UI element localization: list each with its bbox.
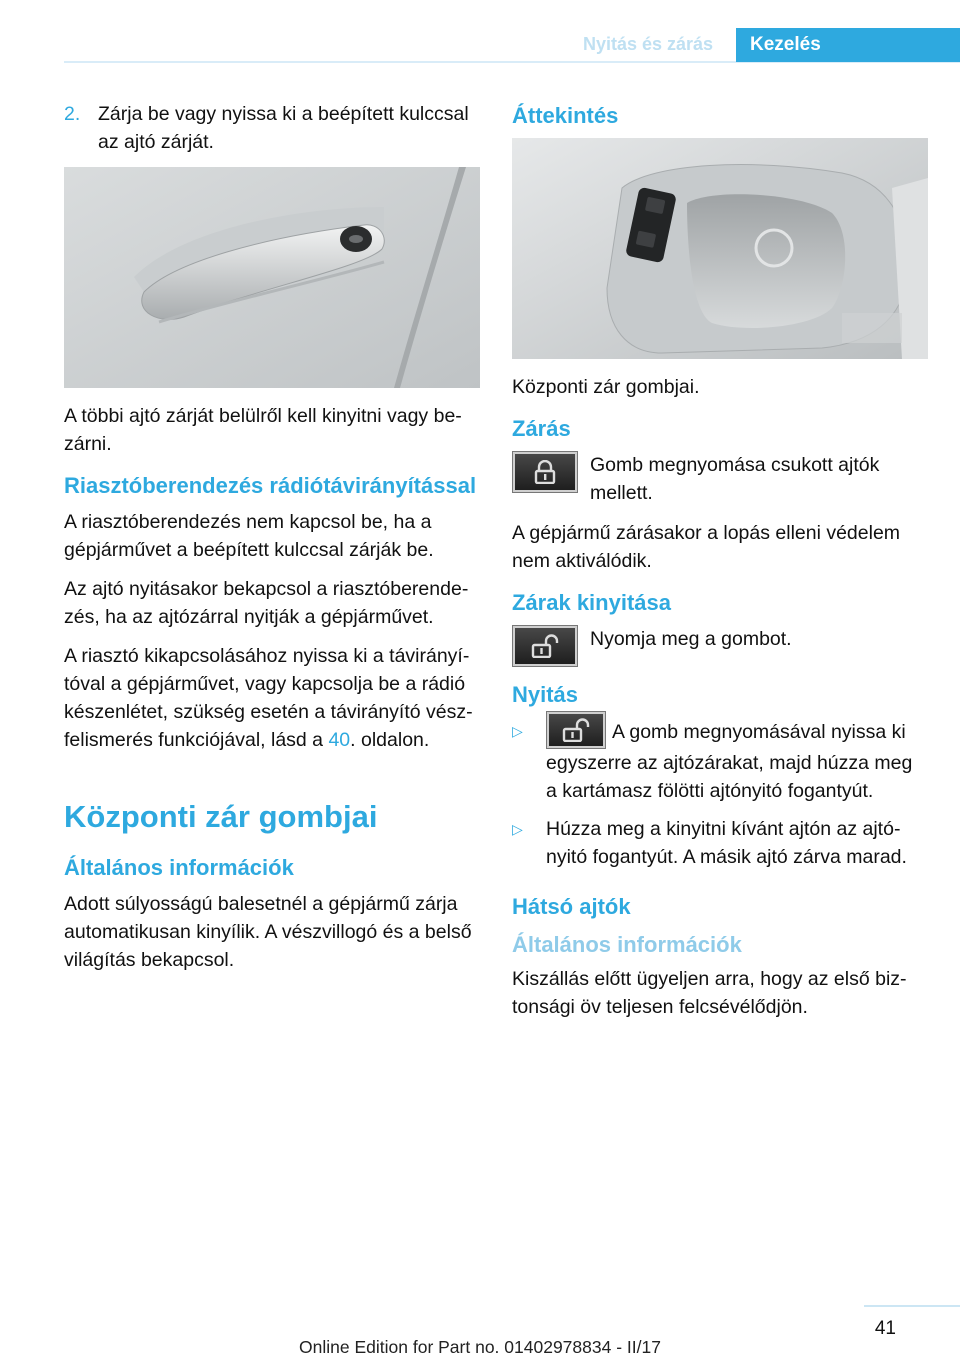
lock-heading: Zárás xyxy=(512,416,571,441)
unlock-text: Nyomja meg a gombot. xyxy=(590,628,792,650)
lock-text: Gomb megnyomása csukott ajtók mellett. xyxy=(590,454,880,504)
chapter-tab-label: Kezelés xyxy=(750,34,821,55)
bullet-triangle-icon: ▷ xyxy=(512,821,523,837)
lock-note: A gépjármű zárásakor a lopás elleni védelem nem aktiválódik. xyxy=(512,522,901,572)
step-text: Zárja be vagy nyissa ki a beépített kulccsal az ajtó zárját. xyxy=(98,103,469,153)
section-tab[interactable]: Nyitás és zárás xyxy=(582,34,714,54)
unlock-button-icon xyxy=(512,625,578,667)
alarm-paragraph-2: Az ajtó nyitásakor bekapcsol a riasztóberendezés, ha az ajtózárral nyitják a gépjárművet. xyxy=(64,578,469,628)
overview-heading: Áttekintés xyxy=(512,103,619,128)
lock-buttons-photo xyxy=(512,138,928,359)
edition-footer: Online Edition for Part no. 01402978834 - II/17 xyxy=(299,1337,661,1357)
alarm-p3-end: . oldalon. xyxy=(350,729,430,751)
chapter-tab[interactable] xyxy=(736,28,960,62)
general-info-heading: Általános információk xyxy=(64,855,294,880)
step-2 xyxy=(64,100,480,156)
rear-doors-heading: Hátsó ajtók xyxy=(512,894,631,919)
rear-general-text: Kiszállás előtt ügyeljen arra, hogy az első biztonsági öv teljesen felcsévélődjön. xyxy=(512,968,907,1018)
open-heading: Nyitás xyxy=(512,682,579,707)
bullet-triangle-icon: ▷ xyxy=(512,723,523,739)
alarm-paragraph-3 xyxy=(64,642,480,754)
alarm-paragraph-1: A riasztóberendezés nem kapcsol be, ha a gépjárművet a beépített kulccsal zárják be. xyxy=(64,511,434,561)
door-handle-photo xyxy=(64,167,480,388)
right-column xyxy=(512,100,928,1032)
unlock-row xyxy=(512,625,928,667)
open-bullet-2 xyxy=(512,815,928,871)
unlock-inline-icon xyxy=(546,711,606,749)
central-lock-heading: Központi zár gombjai xyxy=(64,799,378,834)
open-bullet-1-text: A gomb megnyomásával nyissa ki egyszerre az ajtózárakat, majd húzza meg a kartámasz fölötti ajtónyitó fogantyút. xyxy=(546,721,913,802)
rear-general-heading: Általános információk xyxy=(512,932,742,957)
open-bullet-1 xyxy=(512,717,928,805)
alarm-p3-text: A riasztó kikapcsolásához nyissa ki a távirányítóval a gépjárművet, vagy kapcsolja be a rádió készenlétet, szükség esetén a távirányító vészfelismerés funkciójával, lásd a xyxy=(64,645,473,751)
open-bullet-2-text: Húzza meg a kinyitni kívánt ajtón az ajtónyitó fogantyút. A másik ajtó zárva marad. xyxy=(546,818,907,868)
after-photo-text: A többi ajtó zárját belülről kell kinyitni vagy bezárni. xyxy=(64,405,462,455)
footer-rule xyxy=(864,1305,960,1307)
left-column xyxy=(64,100,480,985)
photo-caption: Központi zár gombjai. xyxy=(512,376,700,398)
page-number: 41 xyxy=(874,1318,896,1339)
general-info-text: Adott súlyosságú balesetnél a gépjármű zárja automatikusan kinyílik. A vészvillogó és a belső világítás bekapcsol. xyxy=(64,893,472,971)
step-number: 2. xyxy=(64,103,81,125)
alarm-heading: Riasztóberendezés rádiótávirányítással xyxy=(64,473,477,498)
lock-row xyxy=(512,451,928,507)
unlock-heading: Zárak kinyitása xyxy=(512,590,671,615)
lock-button-icon xyxy=(512,451,578,493)
page-link[interactable]: 40 xyxy=(328,729,351,751)
